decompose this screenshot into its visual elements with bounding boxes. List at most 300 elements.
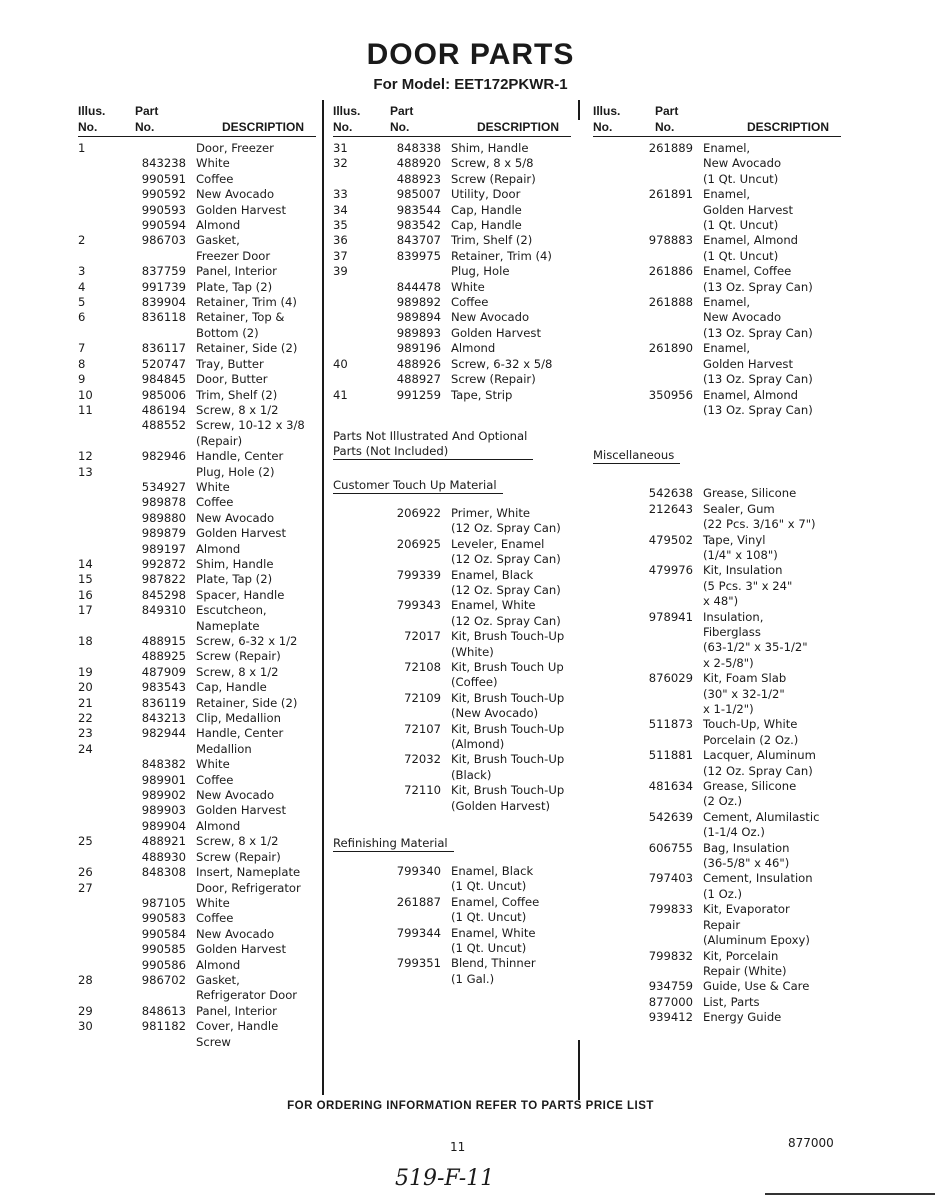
part-description: New Avocado [451, 310, 530, 325]
part-description: Cover, Handle [196, 1019, 279, 1034]
part-row [593, 563, 841, 578]
part-number: 848308 [141, 865, 186, 880]
part-number: 72109 [404, 690, 441, 705]
illus-number [593, 856, 641, 871]
part-description: White [196, 757, 230, 772]
illus-number: 19 [78, 664, 93, 679]
part-number: 72110 [404, 783, 441, 798]
part-row [333, 264, 571, 279]
part-description: Tape, Vinyl [703, 532, 766, 547]
part-description: List, Parts [703, 994, 760, 1009]
part-row [78, 742, 316, 757]
part-number: 989894 [396, 310, 441, 325]
part-row [78, 634, 316, 649]
part-row [78, 172, 316, 187]
part-row [78, 819, 316, 834]
part-number: 989197 [141, 541, 186, 556]
illus-number [333, 706, 383, 721]
part-number: 72017 [404, 629, 441, 644]
part-row [78, 495, 316, 510]
header-description: DESCRIPTION [476, 120, 559, 134]
illus-number [593, 594, 641, 609]
part-number: 989904 [141, 818, 186, 833]
part-number: 72032 [404, 752, 441, 767]
illus-number [593, 825, 641, 840]
part-description: Handle, Center [196, 726, 284, 741]
part-row [593, 233, 841, 248]
part-row [593, 717, 841, 732]
part-row [593, 625, 841, 640]
illus-number [333, 341, 383, 356]
part-row [593, 203, 841, 218]
part-description: Kit, Brush Touch-Up [451, 721, 565, 736]
part-row [593, 264, 841, 279]
part-description: Handle, Center [196, 449, 284, 464]
illus-number: 13 [78, 464, 93, 479]
touch-up-heading: Customer Touch Up Material [333, 478, 503, 494]
part-row [78, 434, 316, 449]
part-row [333, 722, 571, 737]
part-description: Coffee [196, 171, 234, 186]
part-row [593, 295, 841, 310]
part-number [641, 794, 703, 809]
part-row [333, 752, 571, 767]
touch-up-list [333, 506, 571, 814]
part-description: Retainer, Trim (4) [451, 248, 552, 263]
part-row [333, 568, 571, 583]
part-row [593, 748, 841, 763]
part-row [593, 825, 841, 840]
part-description: (12 Oz. Spray Can) [451, 613, 561, 628]
part-row [593, 357, 841, 372]
part-description: Almond [196, 541, 241, 556]
part-number: 989879 [141, 526, 186, 541]
page-title: DOOR PARTS [366, 38, 575, 71]
part-row [333, 768, 571, 783]
part-number: 488925 [141, 649, 186, 664]
part-row [333, 187, 571, 202]
part-description: Screw (Repair) [451, 171, 536, 186]
illus-number [593, 502, 641, 517]
part-number [641, 517, 703, 532]
part-number: 479502 [648, 532, 693, 547]
part-description: Door, Freezer [196, 141, 274, 155]
part-row [78, 726, 316, 741]
illus-number [593, 486, 641, 501]
illus-number [333, 910, 383, 925]
illus-number [593, 372, 641, 387]
document-number: 877000 [788, 1136, 834, 1150]
illus-number [333, 310, 383, 325]
part-number: 991739 [141, 279, 186, 294]
part-row [333, 614, 571, 629]
part-description: Shim, Handle [196, 556, 274, 571]
part-number: 520747 [141, 356, 186, 371]
part-description: Clip, Medallion [196, 711, 281, 726]
illus-number [333, 506, 383, 521]
illus-number: 9 [78, 372, 86, 387]
part-number: 261891 [648, 187, 693, 202]
part-row [78, 927, 316, 942]
part-row [78, 233, 316, 248]
part-number [128, 434, 196, 449]
illus-number: 17 [78, 603, 93, 618]
part-number: 983542 [396, 218, 441, 233]
part-description: Almond [196, 818, 241, 833]
part-description: (1 Oz.) [703, 886, 743, 901]
part-description: (1 Qt. Uncut) [703, 171, 779, 186]
part-number: 206922 [396, 505, 441, 520]
miscellaneous-list [593, 486, 841, 1025]
part-row [333, 141, 571, 156]
part-row [78, 403, 316, 418]
part-description: Enamel, Black [451, 567, 534, 582]
illus-number [333, 598, 383, 613]
illus-number [333, 864, 383, 879]
part-number: 534927 [141, 479, 186, 494]
part-description: (12 Oz. Spray Can) [703, 763, 813, 778]
part-description: (12 Oz. Spray Can) [451, 521, 561, 536]
part-number [383, 706, 451, 721]
illus-number: 26 [78, 865, 93, 880]
part-description: Screw, 10-12 x 3/8 [196, 418, 305, 433]
illus-number [593, 341, 641, 356]
part-number: 986703 [141, 233, 186, 248]
part-number: 261890 [648, 341, 693, 356]
illus-number [593, 810, 641, 825]
part-number [383, 879, 451, 894]
illus-number [593, 625, 641, 640]
ordering-note: FOR ORDERING INFORMATION REFER TO PARTS PRICE LIST [287, 1100, 654, 1112]
illus-number [78, 156, 128, 171]
handwritten-note: 519-F-11 [395, 1166, 495, 1191]
part-description: (1 Gal.) [451, 971, 495, 986]
part-row [78, 542, 316, 557]
part-row [78, 156, 316, 171]
part-number: 990592 [141, 187, 186, 202]
part-row [78, 480, 316, 495]
illus-number: 27 [78, 880, 93, 895]
part-row [333, 552, 571, 567]
part-description: (New Avocado) [451, 706, 539, 721]
part-row [593, 579, 841, 594]
part-number: 488930 [141, 849, 186, 864]
part-description: Screw, 6-32 x 5/8 [451, 356, 553, 371]
illus-number: 25 [78, 834, 93, 849]
column-header [593, 102, 841, 137]
illus-number [78, 511, 128, 526]
part-row [333, 879, 571, 894]
part-number: 986702 [141, 972, 186, 987]
part-number [641, 280, 703, 295]
part-description: New Avocado [196, 926, 275, 941]
part-row [78, 850, 316, 865]
part-row [78, 973, 316, 988]
part-description: Primer, White [451, 505, 531, 520]
part-description: Kit, Porcelain [703, 948, 779, 963]
part-row [78, 865, 316, 880]
part-row [78, 603, 316, 618]
part-number: 985006 [141, 387, 186, 402]
part-number: 990593 [141, 202, 186, 217]
part-description: Cement, Alumilastic [703, 809, 820, 824]
illus-number: 15 [78, 572, 93, 587]
part-row [333, 310, 571, 325]
illus-number [78, 911, 128, 926]
part-description: (2 Oz.) [703, 794, 743, 809]
illus-number [593, 933, 641, 948]
illus-number [333, 660, 383, 675]
part-description: Panel, Interior [196, 1003, 277, 1018]
illus-number [333, 280, 383, 295]
part-row [333, 691, 571, 706]
part-row [78, 418, 316, 433]
illus-number: 22 [78, 711, 93, 726]
part-description: Coffee [196, 911, 234, 926]
illus-number: 4 [78, 279, 86, 294]
part-row [333, 660, 571, 675]
part-description: Golden Harvest [196, 202, 286, 217]
part-number [641, 640, 703, 655]
part-description: New Avocado [196, 187, 275, 202]
illus-number: 32 [333, 156, 348, 171]
illus-number: 34 [333, 202, 348, 217]
part-row [593, 548, 841, 563]
part-number [641, 594, 703, 609]
part-row [593, 964, 841, 979]
part-description: Enamel, [703, 141, 751, 155]
part-description: Retainer, Trim (4) [196, 295, 297, 310]
part-number [641, 687, 703, 702]
part-description: (36-5/8" x 46") [703, 856, 790, 871]
illus-number: 7 [78, 341, 86, 356]
illus-number [78, 434, 128, 449]
part-description: Screw, 8 x 1/2 [196, 834, 279, 849]
part-number: 488927 [396, 372, 441, 387]
part-number: 991259 [396, 387, 441, 402]
part-number [641, 933, 703, 948]
part-description: Cement, Insulation [703, 871, 813, 886]
part-description: Shim, Handle [451, 141, 529, 155]
part-description: Repair (White) [703, 963, 787, 978]
part-row [333, 675, 571, 690]
part-description: Enamel, Almond [703, 233, 799, 248]
illus-number [333, 783, 383, 798]
illus-number [333, 941, 383, 956]
part-row [333, 972, 571, 987]
part-row [78, 680, 316, 695]
part-row [593, 502, 841, 517]
part-row [78, 249, 316, 264]
part-description: Plug, Hole (2) [196, 464, 275, 479]
illus-number: 18 [78, 634, 93, 648]
part-row [593, 341, 841, 356]
illus-number [333, 926, 383, 941]
illus-number: 28 [78, 972, 93, 987]
part-row [593, 887, 841, 902]
part-row [333, 521, 571, 536]
part-number: 981182 [141, 1019, 186, 1034]
illus-number [593, 295, 641, 310]
part-description: (1/4" x 108") [703, 547, 778, 562]
part-description: (Almond) [451, 737, 505, 751]
part-number: 606755 [648, 840, 693, 855]
part-number: 799832 [648, 948, 693, 963]
part-number: 849310 [141, 603, 186, 618]
part-row [333, 864, 571, 879]
part-row [593, 610, 841, 625]
part-number: 877000 [648, 994, 693, 1009]
illus-number [333, 895, 383, 910]
part-number: 990586 [141, 957, 186, 972]
part-row [78, 511, 316, 526]
part-row [78, 649, 316, 664]
part-description: Guide, Use & Care [703, 979, 810, 994]
illus-number: 39 [333, 264, 348, 279]
illus-number [78, 927, 128, 942]
part-description: New Avocado [196, 510, 275, 525]
part-number: 843238 [141, 156, 186, 171]
illus-number [78, 819, 128, 834]
illus-number [78, 542, 128, 557]
illus-number [593, 764, 641, 779]
part-row [78, 572, 316, 587]
part-description: Cap, Handle [451, 218, 522, 233]
illus-number [593, 218, 641, 233]
part-description: Spacer, Handle [196, 587, 285, 602]
part-row [333, 506, 571, 521]
illus-number [593, 249, 641, 264]
part-row [333, 203, 571, 218]
part-description: Touch-Up, White [703, 717, 798, 732]
part-row [78, 773, 316, 788]
part-description: Golden Harvest [196, 942, 286, 957]
illus-number: 16 [78, 587, 93, 602]
part-row [333, 357, 571, 372]
part-row [78, 264, 316, 279]
illus-number: 8 [78, 356, 86, 371]
part-row [593, 949, 841, 964]
part-description: Golden Harvest [196, 803, 286, 818]
part-row [333, 799, 571, 814]
part-number [128, 988, 196, 1003]
part-row [593, 841, 841, 856]
part-description: (White) [451, 644, 494, 659]
illus-number [333, 326, 383, 341]
part-row [333, 783, 571, 798]
part-number [128, 1035, 196, 1050]
part-number [641, 887, 703, 902]
part-number: 72107 [404, 721, 441, 736]
part-row [593, 810, 841, 825]
illus-number: 35 [333, 218, 348, 233]
part-description: (13 Oz. Spray Can) [703, 372, 813, 387]
parts-column-1 [78, 102, 316, 1050]
part-row [333, 895, 571, 910]
part-row [78, 203, 316, 218]
illus-number: 10 [78, 387, 93, 402]
illus-number [78, 1035, 128, 1050]
part-row [593, 764, 841, 779]
part-number: 984845 [141, 372, 186, 387]
part-number: 983543 [141, 680, 186, 695]
header-description: DESCRIPTION [746, 120, 829, 134]
part-row [333, 341, 571, 356]
part-description: Insulation, [703, 609, 764, 624]
part-row [78, 665, 316, 680]
part-description: Coffee [196, 495, 234, 510]
part-number: 488920 [396, 156, 441, 171]
illus-number [593, 717, 641, 732]
part-row [78, 218, 316, 233]
part-number [641, 579, 703, 594]
illus-number: 2 [78, 233, 86, 248]
illus-number: 5 [78, 295, 86, 310]
part-description: Enamel, White [451, 598, 536, 613]
part-row [78, 465, 316, 480]
part-number [641, 764, 703, 779]
part-number: 843213 [141, 711, 186, 726]
part-description: Plug, Hole [451, 264, 510, 279]
part-number: 212643 [648, 501, 693, 516]
illus-number [78, 788, 128, 803]
part-row [593, 517, 841, 532]
part-row [333, 295, 571, 310]
illus-number: 6 [78, 310, 86, 325]
part-description: New Avocado [703, 156, 782, 171]
part-description: (1 Qt. Uncut) [451, 879, 527, 894]
part-row [78, 988, 316, 1003]
part-number [641, 326, 703, 341]
part-row [78, 341, 316, 356]
illus-number [593, 388, 641, 403]
illus-number [593, 548, 641, 563]
part-description: (1 Qt. Uncut) [703, 248, 779, 263]
refinishing-list [333, 864, 571, 987]
part-number [641, 918, 703, 933]
part-row [78, 526, 316, 541]
part-number: 488552 [141, 418, 186, 433]
illus-number [593, 995, 641, 1010]
part-description: Enamel, Coffee [451, 894, 540, 909]
illus-number [593, 779, 641, 794]
part-number: 987822 [141, 572, 186, 587]
part-number: 511881 [648, 748, 693, 763]
part-row [333, 537, 571, 552]
part-description: Screw (Repair) [196, 649, 281, 664]
illus-number [78, 942, 128, 957]
part-description: (Coffee) [451, 675, 498, 690]
part-description: Tape, Strip [451, 387, 513, 402]
part-row [333, 706, 571, 721]
header-illus-no: No. [78, 120, 98, 134]
illus-number: 24 [78, 741, 93, 756]
part-number [641, 310, 703, 325]
part-description: Enamel, [703, 187, 751, 202]
illus-number [333, 552, 383, 567]
illus-number [593, 1010, 641, 1025]
part-number: 486194 [141, 402, 186, 417]
part-row [333, 629, 571, 644]
illus-number: 11 [78, 402, 93, 417]
illus-number: 37 [333, 248, 348, 263]
part-description: x 1-1/2") [703, 702, 754, 716]
parts-column-2 [333, 102, 571, 987]
not-illustrated-heading: Parts Not Illustrated And Optional Parts (Not Included) [333, 429, 533, 460]
part-number: 983544 [396, 202, 441, 217]
header-part-no: No. [655, 120, 675, 134]
part-row [78, 310, 316, 325]
